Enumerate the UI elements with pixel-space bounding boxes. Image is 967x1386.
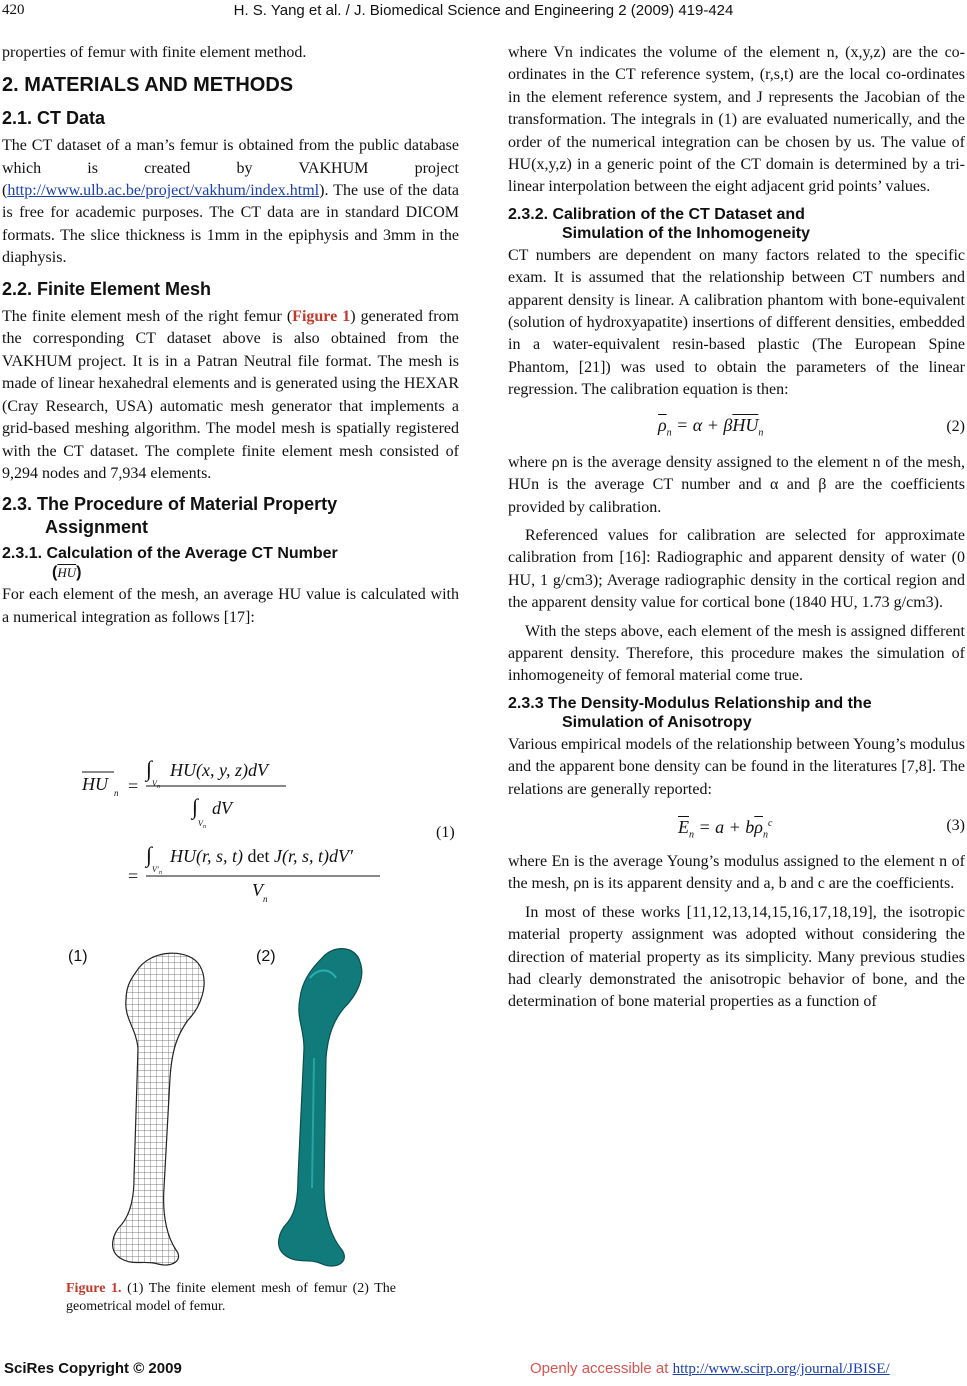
equation-1 bbox=[80, 752, 460, 907]
equation-1-graphic bbox=[80, 752, 460, 907]
density-modulus-paragraph: Various empirical models of the relationship between Young’s modulus and the apparent bone density can be found in the literatures [7,8]. The relations are generally reported: bbox=[508, 735, 965, 798]
equation-2-number: (2) bbox=[946, 417, 965, 435]
svg-text:∫: ∫ bbox=[192, 794, 199, 819]
section-heading-methods: 2. MATERIALS AND METHODS bbox=[2, 74, 294, 97]
svg-text:=: = bbox=[128, 776, 139, 796]
svg-text:n: n bbox=[114, 788, 119, 798]
femur-mesh-image bbox=[113, 953, 204, 1265]
svg-text:HU: HU bbox=[82, 774, 108, 794]
page-number: 420 bbox=[2, 2, 25, 18]
figure-label-1: (1) bbox=[68, 948, 88, 965]
svg-text:V: V bbox=[198, 819, 203, 828]
section-heading-density-modulus: 2.3.3 The Density-Modulus Relationship and the Simulation of Anisotropy bbox=[508, 694, 872, 731]
calc-paragraph: For each element of the mesh, an average HU value is calculated with a numerical integration as follows [17]: bbox=[2, 586, 459, 626]
footer-copyright: SciRes Copyright © 2009 bbox=[4, 1360, 182, 1377]
footer-open-access: Openly accessible at http://www.scirp.org/journal/JBISE/ bbox=[530, 1360, 890, 1377]
svg-text:dV: dV bbox=[212, 798, 232, 818]
svg-text:V': V' bbox=[152, 865, 159, 874]
calibration-paragraph: CT numbers are dependent on many factors related to the specific exam. It is assumed that the relationship between CT numbers and apparent density is linear. A calibration phantom with bone-equivalent (solution of hydroxyapatite) insertions of different densities, embedded in a water-equivalent resin-based plastic (The European Spine Phantom, [21]) was used to obtain the parameters of the linear regression. The calibration equation is then: bbox=[508, 246, 965, 399]
svg-text:n: n bbox=[203, 824, 206, 830]
svg-text:HU(x, y, z)dV: HU(x, y, z)dV bbox=[170, 760, 268, 780]
section-heading-procedure: 2.3. The Procedure of Material Property Assignment bbox=[2, 494, 338, 537]
section-heading-calc-ct: 2.3.1. Calculation of the Average CT Number $(\overline{HU})$ bbox=[2, 545, 338, 582]
where-en-paragraph: where En is the average Young’s modulus assigned to the element n of the mesh, ρn is its apparent density and a, b and c are the coefficients. bbox=[508, 852, 965, 893]
svg-text:n: n bbox=[157, 784, 160, 790]
svg-text:V: V bbox=[252, 880, 263, 900]
svg-text:∫: ∫ bbox=[146, 842, 153, 867]
steps-paragraph: With the steps above, each element of the mesh is assigned different apparent density. Therefore, this procedure makes the simulation of inhomogeneity of femoral material come true. bbox=[508, 622, 965, 685]
equation-1-number: (1) bbox=[436, 824, 455, 841]
fem-paragraph: The finite element mesh of the right femur (Figure 1) generated from the corresponding CT dataset above is also obtained from the VAKHUM project. It is in a Patran Neutral file format. The mesh is made of linear hexahedral elements and is generated using the HEXAR (Cray Research, USA) automatic mesh generator that implements a grid-based meshing algorithm. The model mesh is spatially registered with the CT dataset. The complete finite element mesh consisted of 9,294 nodes and 7,934 elements. bbox=[2, 308, 459, 482]
right-column bbox=[508, 42, 965, 1020]
isotropic-paragraph: In most of these works [11,12,13,14,15,16,17,18,19], the isotropic material property assignment was adopted without considering the direction of material property as its simplicity. Many previous studies had clearly demonstrated the anisotropic behavior of bone, and the determination of bone material properties as a function of bbox=[508, 903, 965, 1011]
equation-3 bbox=[508, 807, 965, 851]
intro-text: properties of femur with finite element method. bbox=[2, 44, 307, 61]
equation-3-number: (3) bbox=[946, 816, 965, 834]
femur-solid-model-image bbox=[279, 949, 362, 1266]
equation-2-body: $\overline{\rho}_n = \alpha + \beta\overline{HU}_n$ bbox=[658, 414, 764, 439]
vakhum-link[interactable]: http://www.ulb.ac.be/project/vakhum/index.html bbox=[7, 182, 320, 200]
femur-images bbox=[60, 938, 400, 1268]
svg-text:HU(r, s, t) det J(r, s, t)dV′: HU(r, s, t) det J(r, s, t)dV′ bbox=[170, 846, 353, 866]
where-vn-paragraph: where Vn indicates the volume of the element n, (x,y,z) are the co-ordinates in the CT reference system, (r,s,t) are the local co-ordinates in the element reference system, and J represents the Jacobian of the transformation. The integrals in (1) are evaluated numerically, and the order of the numerical integration can be chosen by us. The value of HU(x,y,z) in a generic point of the CT domain is determined by a tri-linear interpolation between the eight adjacent grid points’ values. bbox=[508, 44, 965, 196]
running-title: H. S. Yang et al. / J. Biomedical Science and Engineering 2 (2009) 419-424 bbox=[233, 2, 734, 19]
equation-2 bbox=[508, 408, 965, 452]
section-heading-fem: 2.2. Finite Element Mesh bbox=[2, 278, 212, 299]
svg-text:=: = bbox=[128, 866, 139, 886]
where-rho-paragraph: where ρn is the average density assigned to the element n of the mesh, HUn is the average CT number and α and β are the coefficients provided by calibration. bbox=[508, 453, 965, 516]
journal-url-link[interactable]: http://www.scirp.org/journal/JBISE/ bbox=[672, 1361, 890, 1377]
section-heading-calibration: 2.3.2. Calibration of the CT Dataset and Simulation of the Inhomogeneity bbox=[508, 205, 810, 242]
section-heading-ct-data: 2.1. CT Data bbox=[2, 107, 106, 128]
equation-3-body: $\overline{E}_n = a + b\overline{\rho}_n^c$ bbox=[678, 816, 773, 841]
ct-data-paragraph: The CT dataset of a man’s femur is obtained from the public database which is created by VAKHUM project (http://www.ulb.ac.be/project/vakhum/index.html). The use of the data is free for academic purposes. The CT data are in standard DICOM formats. The slice thickness is 1mm in the epiphysis and 3mm in the diaphysis. bbox=[2, 137, 459, 267]
svg-text:n: n bbox=[159, 870, 162, 876]
figure-label-2: (2) bbox=[256, 948, 276, 965]
reference-values-paragraph: Referenced values for calibration are selected for approximate calibration from [16]: Radiographic and apparent density of water (0 HU, 1 g/cm3); Average radiographic density in the cortical region and the apparent density value for cortical bone (1840 HU, 1.73 g/cm3). bbox=[508, 526, 965, 612]
svg-text:∫: ∫ bbox=[146, 756, 153, 781]
left-column bbox=[2, 42, 459, 635]
figure-1-link[interactable]: Figure 1 bbox=[292, 308, 351, 326]
svg-text:n: n bbox=[263, 894, 268, 904]
figure-caption: Figure 1. (1) The finite element mesh of femur (2) The geometrical model of femur. bbox=[66, 1281, 397, 1314]
svg-text:V: V bbox=[152, 779, 157, 788]
